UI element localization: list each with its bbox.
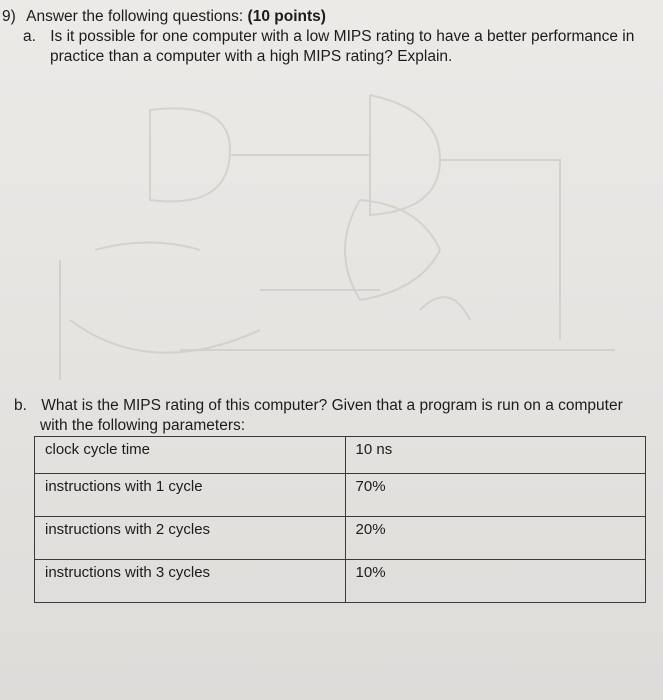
table-cell-label: clock cycle time bbox=[35, 437, 346, 474]
table-row bbox=[35, 517, 646, 560]
table-cell-value: 70% bbox=[345, 474, 645, 517]
table-cell-label: instructions with 1 cycle bbox=[35, 474, 346, 517]
question-number: 9) bbox=[2, 8, 16, 25]
part-a-line-1 bbox=[23, 27, 634, 47]
part-a-letter: a. bbox=[23, 28, 36, 45]
table-cell-value: 20% bbox=[345, 517, 645, 560]
table-cell-value: 10% bbox=[345, 560, 645, 603]
part-a-text-line-1: Is it possible for one computer with a low MIPS rating to have a better performance in bbox=[50, 28, 635, 45]
table-cell-label: instructions with 3 cycles bbox=[35, 560, 346, 603]
table-row bbox=[35, 437, 646, 474]
table-cell-value: 10 ns bbox=[345, 437, 645, 474]
part-b-line-2 bbox=[40, 416, 245, 436]
table-row bbox=[35, 474, 646, 517]
question-header bbox=[2, 7, 326, 27]
part-a-text-line-2: practice than a computer with a high MIPS rating? Explain. bbox=[50, 48, 453, 65]
question-points: (10 points) bbox=[247, 8, 326, 25]
table-cell-label: instructions with 2 cycles bbox=[35, 517, 346, 560]
part-b-text-line-1: What is the MIPS rating of this computer? Given that a program is run on a computer bbox=[41, 397, 623, 414]
question-intro: Answer the following questions: bbox=[26, 8, 244, 25]
table-row bbox=[35, 560, 646, 603]
part-b-line-1 bbox=[14, 396, 623, 416]
part-a-line-2 bbox=[50, 47, 452, 67]
part-b-letter: b. bbox=[14, 397, 27, 414]
part-b-text-line-2: with the following parameters: bbox=[40, 417, 246, 434]
parameters-table bbox=[34, 436, 646, 603]
